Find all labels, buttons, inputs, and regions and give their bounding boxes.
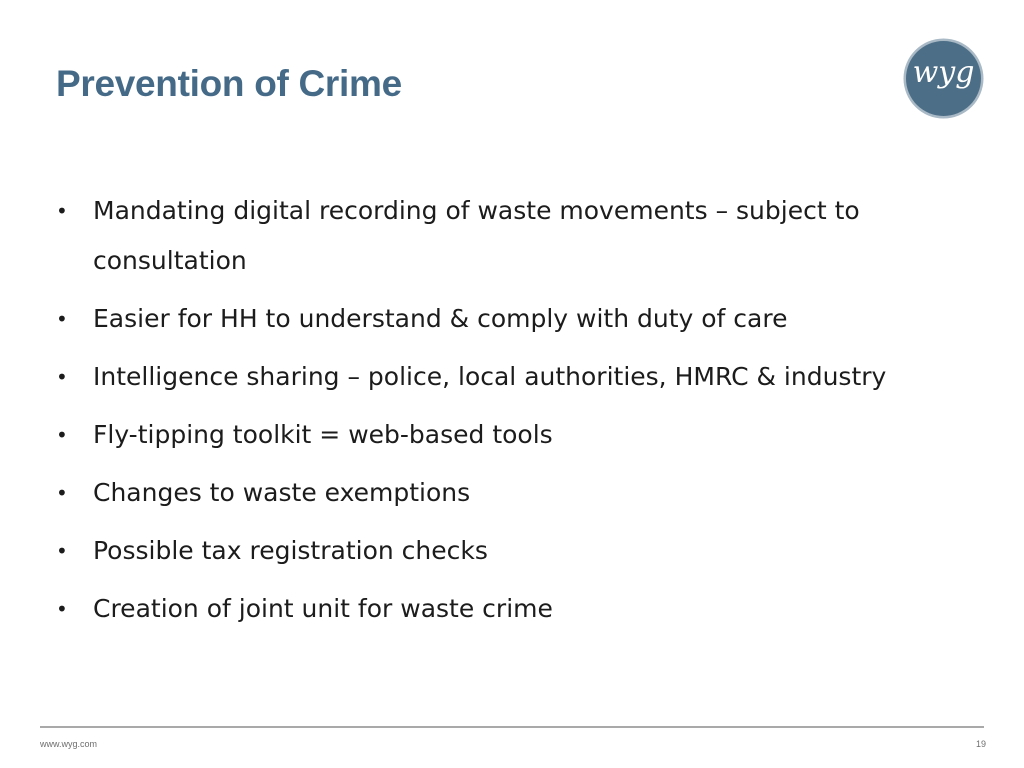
bullet-item xyxy=(56,410,956,460)
bullet-text: Creation of joint unit for waste crime xyxy=(93,594,553,623)
bullet-text: Easier for HH to understand & comply with duty of care xyxy=(93,304,788,333)
bullet-dot: • xyxy=(56,481,68,505)
bullet-dot: • xyxy=(56,365,68,389)
bullet-item xyxy=(56,584,956,634)
bullet-text: Possible tax registration checks xyxy=(93,536,488,565)
bullet-item xyxy=(56,186,956,286)
bullet-item xyxy=(56,294,956,344)
bullet-text: Mandating digital recording of waste movements – subject to consultation xyxy=(93,196,860,275)
bullet-text: Fly-tipping toolkit = web-based tools xyxy=(93,420,553,449)
bullet-dot: • xyxy=(56,199,68,223)
bullet-item xyxy=(56,352,956,402)
page-number: 19 xyxy=(975,739,986,749)
wyg-logo xyxy=(903,38,984,119)
bullet-text: Intelligence sharing – police, local authorities, HMRC & industry xyxy=(93,362,887,391)
bullet-dot: • xyxy=(56,423,68,447)
footer-url: www.wyg.com xyxy=(40,739,98,749)
logo-text: wyg xyxy=(912,55,975,90)
bullet-item xyxy=(56,468,956,518)
bullet-dot: • xyxy=(56,539,68,563)
bullet-list xyxy=(56,186,956,642)
bullet-item xyxy=(56,526,956,576)
bullet-dot: • xyxy=(56,597,68,621)
slide-title: Prevention of Crime xyxy=(56,63,402,104)
footer-divider xyxy=(40,726,984,728)
bullet-text: Changes to waste exemptions xyxy=(93,478,471,507)
bullet-dot: • xyxy=(56,307,68,331)
